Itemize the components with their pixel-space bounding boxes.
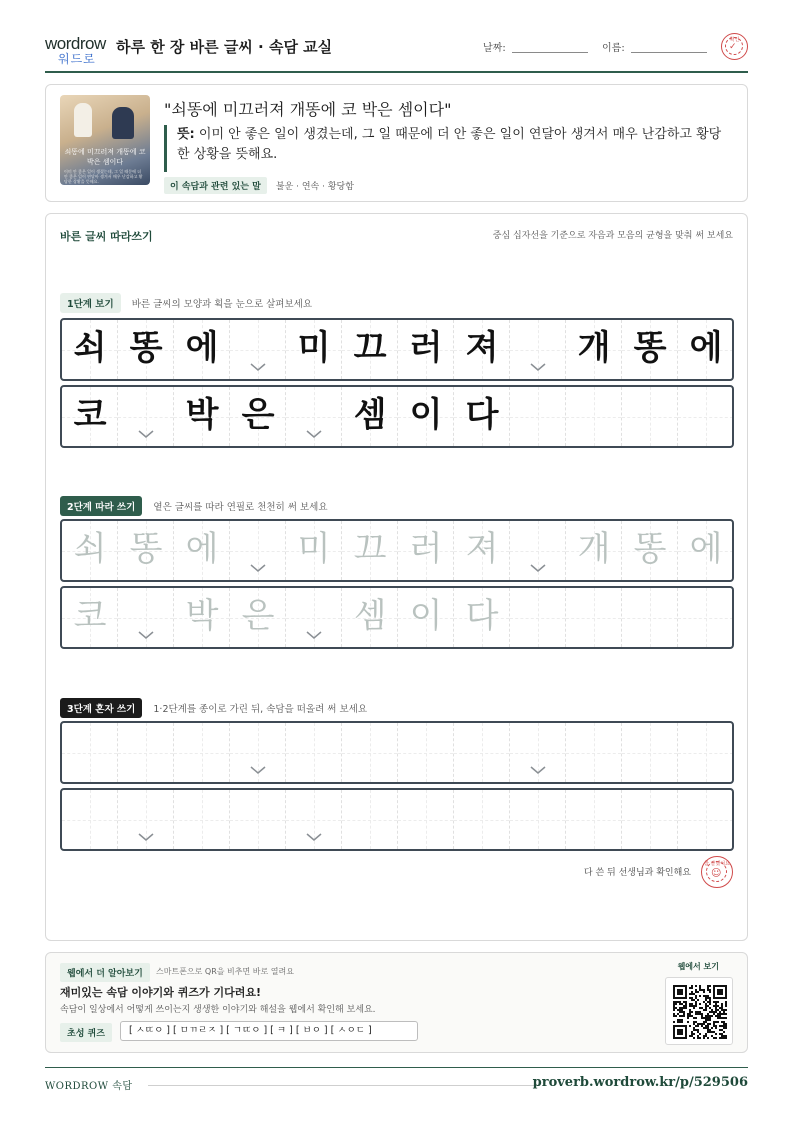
grid-cell [678,320,734,379]
view-row-1 [60,318,734,381]
grid-cell[interactable] [62,521,118,580]
grid-cell [62,320,118,379]
grid-cell[interactable] [174,790,230,849]
grid-cell[interactable] [118,790,174,849]
wordrow-logo[interactable] [45,34,107,64]
grid-cell[interactable] [678,521,734,580]
grid-cell [174,387,230,446]
grid-cell[interactable] [510,521,566,580]
space-mark-icon [305,630,323,640]
grid-cell [622,387,678,446]
check-stamp-icon: 확인 ✓ [721,33,748,60]
grid-cell[interactable] [230,790,286,849]
grid-char: 에 [185,328,219,368]
web-title: 재미있는 속담 이야기와 퀴즈가 기다려요! [60,986,261,999]
related-list: 불운 · 연속 · 황당함 [275,182,354,192]
grid-cell [342,320,398,379]
grid-cell [566,320,622,379]
grid-cell[interactable] [566,723,622,782]
write-row-2[interactable] [60,788,734,851]
grid-cell[interactable] [454,723,510,782]
name-label: 이름: [602,43,625,54]
step-3 [60,697,367,717]
quiz-answer: [ ㅅㄸㅇ ] [ ㅁㄲㄹㅈ ] [ ㄱㄸㅇ ] [ ㅋ ] [ ㅂㅇ ] [ ㅅㅇㄷ ] [120,1021,418,1041]
grid-char: 똥 [633,529,667,569]
grid-cell[interactable] [286,723,342,782]
grid-cell[interactable] [62,723,118,782]
grid-cell[interactable] [174,723,230,782]
grid-cell[interactable] [118,588,174,647]
grid-char: 은 [241,596,275,636]
grid-cell[interactable] [678,723,734,782]
web-desc: 속담이 일상에서 어떻게 쓰이는지 생생한 이야기와 해설을 웹에서 확인해 보세요. [60,1005,376,1015]
step-3-desc: 1·2단계를 종이로 가린 뒤, 속담을 떠올려 써 보세요 [153,703,368,715]
space-mark-icon [305,429,323,439]
step-2 [60,495,328,515]
grid-char: 쇠 [73,529,107,569]
grid-cell[interactable] [342,521,398,580]
teacher-check-text: 다 쓴 뒤 선생님과 확인해요 [583,868,691,878]
space-mark-icon [249,362,267,372]
grid-cell[interactable] [118,723,174,782]
grid-cell [62,387,118,446]
page-footer [45,1067,748,1097]
grid-cell[interactable] [286,588,342,647]
grid-cell [118,387,174,446]
space-mark-icon [529,362,547,372]
footer-divider [148,1085,538,1086]
grid-char: 코 [73,395,107,435]
qr-code-icon[interactable] [665,977,733,1045]
grid-cell [398,387,454,446]
practice-hint: 중심 십자선을 기준으로 자음과 모음의 균형을 맞춰 써 보세요 [492,231,733,241]
grid-char: 러 [409,328,443,368]
trace-row-1[interactable] [60,519,734,582]
grid-char: 쇠 [73,328,107,368]
meaning-label: 뜻: [177,127,195,142]
step-2-desc: 옅은 글씨를 따라 연필로 천천히 써 보세요 [153,501,328,513]
page-title: 하루 한 장 바른 글씨 · 속담 교실 [116,38,333,56]
grid-cell [230,387,286,446]
space-mark-icon [137,630,155,640]
grid-cell [286,387,342,446]
space-mark-icon [529,765,547,775]
grid-char: 에 [689,328,723,368]
grid-cell[interactable] [622,790,678,849]
grid-char: 에 [185,529,219,569]
grid-cell [174,320,230,379]
date-field[interactable] [512,52,588,53]
grid-char: 박 [185,596,219,636]
qr-label: 웹에서 보기 [677,962,719,971]
grid-char: 에 [689,529,723,569]
good-job-stamp-label: 참 잘했어요 [704,861,730,867]
grid-cell [678,387,734,446]
step-1-tag: 1단계 보기 [60,293,121,313]
related-label: 이 속담과 관련 있는 말 [164,177,267,194]
grid-char: 셈 [353,596,387,636]
grid-cell[interactable] [398,588,454,647]
grid-cell[interactable] [398,790,454,849]
step-1 [60,292,312,312]
grid-cell[interactable] [230,588,286,647]
grid-cell[interactable] [398,521,454,580]
grid-char: 져 [465,529,499,569]
grid-cell[interactable] [342,723,398,782]
step-3-tag: 3단계 혼자 쓰기 [60,698,142,718]
proverb-meaning [164,125,724,172]
grid-cell [230,320,286,379]
grid-cell[interactable] [622,588,678,647]
date-label: 날짜: [483,43,506,54]
grid-cell[interactable] [286,790,342,849]
web-hint: 스마트폰으로 QR을 비추면 바로 열려요 [156,967,294,976]
grid-cell[interactable] [566,521,622,580]
grid-cell[interactable] [118,521,174,580]
practice-title: 바른 글씨 따라쓰기 [60,230,153,243]
qr-code-graphic [673,985,727,1039]
grid-cell[interactable] [510,723,566,782]
grid-char: 미 [297,328,331,368]
step-2-tag: 2단계 따라 쓰기 [60,496,142,516]
grid-char: 개 [577,529,611,569]
grid-cell[interactable] [62,588,118,647]
grid-char: 이 [409,395,443,435]
grid-char: 은 [241,395,275,435]
grid-char: 미 [297,529,331,569]
grid-char: 다 [465,395,499,435]
web-tag: 웹에서 더 알아보기 [60,963,150,982]
grid-char: 러 [409,529,443,569]
web-promo-box [45,952,748,1053]
view-row-2 [60,385,734,448]
grid-cell[interactable] [174,588,230,647]
space-mark-icon [137,832,155,842]
write-row-1[interactable] [60,721,734,784]
footer-brand: WORDROW 속담 [45,1081,133,1092]
grid-cell [454,387,510,446]
grid-cell[interactable] [230,723,286,782]
grid-char: 박 [185,395,219,435]
grid-cell [342,387,398,446]
grid-char: 끄 [353,328,387,368]
space-mark-icon [529,563,547,573]
grid-cell[interactable] [342,790,398,849]
step-1-desc: 바른 글씨의 모양과 획을 눈으로 살펴보세요 [131,298,313,310]
illustration-small-text: 이미 안 좋은 일이 생겼는데, 그 일 때문에 더 안 좋은 일이 연달아 생겨서 매우 난감하고 황당한 상황을 뜻해요. [64,169,143,184]
grid-cell[interactable] [454,588,510,647]
stamp-label: 확인 [729,37,740,43]
trace-row-2[interactable] [60,586,734,649]
grid-char: 다 [465,596,499,636]
grid-char: 져 [465,328,499,368]
grid-cell[interactable] [62,790,118,849]
footer-url[interactable]: proverb.wordrow.kr/p/529506 [532,1075,748,1090]
grid-cell[interactable] [622,723,678,782]
good-job-stamp-icon: 참 잘했어요 ☺ [701,856,733,888]
logo-wordmark: wordrow [45,34,106,53]
grid-char: 똥 [129,328,163,368]
grid-cell [454,320,510,379]
practice-section [45,213,748,941]
grid-char: 셈 [353,395,387,435]
space-mark-icon [249,563,267,573]
grid-cell [566,387,622,446]
grid-cell [286,320,342,379]
grid-cell[interactable] [230,521,286,580]
grid-cell[interactable] [510,588,566,647]
grid-char: 이 [409,596,443,636]
logo-korean: 워드로 [58,52,96,66]
grid-char: 코 [73,596,107,636]
grid-cell[interactable] [678,588,734,647]
grid-char: 똥 [129,529,163,569]
grid-cell[interactable] [174,521,230,580]
illustration-caption: 쇠똥에 미끄러져 개똥에 코 박은 셈이다 [64,148,146,166]
space-mark-icon [249,765,267,775]
grid-cell[interactable] [510,790,566,849]
grid-char: 개 [577,328,611,368]
grid-char: 끄 [353,529,387,569]
grid-cell [510,387,566,446]
grid-cell [398,320,454,379]
grid-cell[interactable] [566,790,622,849]
grid-cell [118,320,174,379]
grid-cell[interactable] [678,790,734,849]
space-mark-icon [137,429,155,439]
grid-cell[interactable] [342,588,398,647]
grid-cell[interactable] [622,521,678,580]
grid-cell[interactable] [286,521,342,580]
name-field[interactable] [631,52,707,53]
related-words [164,175,354,191]
grid-cell[interactable] [398,723,454,782]
proverb-card [45,84,748,202]
quiz-label: 초성 퀴즈 [60,1023,112,1042]
grid-cell[interactable] [454,521,510,580]
proverb-illustration [60,95,150,185]
page-header [45,30,748,73]
meaning-text: 이미 안 좋은 일이 생겼는데, 그 일 때문에 더 안 좋은 일이 연달아 생겨서 매우 난감하고 황당한 상황을 뜻해요. [177,127,722,162]
space-mark-icon [305,832,323,842]
grid-cell[interactable] [566,588,622,647]
grid-cell [510,320,566,379]
proverb-title: "쇠똥에 미끄러져 개똥에 코 박은 셈이다" [164,100,452,119]
grid-char: 똥 [633,328,667,368]
grid-cell [622,320,678,379]
grid-cell[interactable] [454,790,510,849]
